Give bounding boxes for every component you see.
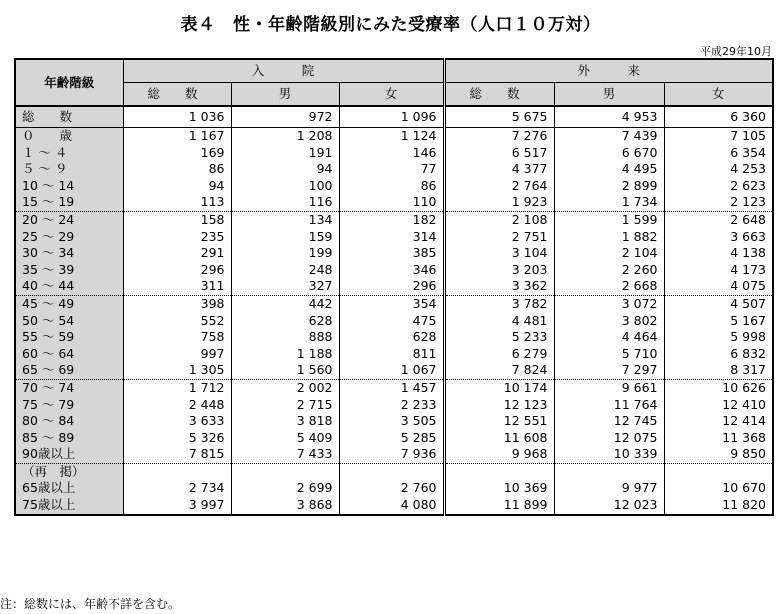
table-row xyxy=(15,145,773,162)
cell-out-female: 4 253 xyxy=(664,161,773,178)
table-row xyxy=(15,346,773,363)
cell-out-male: 6 670 xyxy=(554,145,664,162)
cell-in-female: 4 080 xyxy=(339,497,444,515)
cell-in-total: 158 xyxy=(123,211,231,228)
cell-out-female xyxy=(664,463,773,480)
cell-in-female: 1 096 xyxy=(339,106,444,128)
cell-in-male: 134 xyxy=(231,211,339,228)
table-row xyxy=(15,278,773,295)
row-label: 40 ～ 44 xyxy=(15,278,123,295)
cell-in-male: 1 560 xyxy=(231,362,339,379)
header-age-group: 年齢階級 xyxy=(15,59,123,106)
cell-out-female: 5 998 xyxy=(664,329,773,346)
row-label: 70 ～ 74 xyxy=(15,379,123,396)
cell-out-total: 3 362 xyxy=(444,278,554,295)
table-row xyxy=(15,106,773,128)
cell-out-male: 1 882 xyxy=(554,229,664,246)
cell-in-male: 159 xyxy=(231,229,339,246)
row-label: 75 ～ 79 xyxy=(15,397,123,414)
cell-out-total: 6 517 xyxy=(444,145,554,162)
cell-out-male: 4 953 xyxy=(554,106,664,128)
cell-out-male: 9 977 xyxy=(554,480,664,497)
cell-out-total: 4 481 xyxy=(444,313,554,330)
cell-out-female: 8 317 xyxy=(664,362,773,379)
cell-in-female: 385 xyxy=(339,245,444,262)
cell-out-female: 9 850 xyxy=(664,446,773,463)
header-inpatient: 入 院 xyxy=(123,59,444,83)
cell-out-total: 2 751 xyxy=(444,229,554,246)
cell-out-male: 2 260 xyxy=(554,262,664,279)
row-label: 90歳以上 xyxy=(15,446,123,463)
cell-out-total: 7 276 xyxy=(444,128,554,145)
cell-out-total: 2 764 xyxy=(444,178,554,195)
cell-in-male: 628 xyxy=(231,313,339,330)
cell-in-total xyxy=(123,463,231,480)
cell-in-male: 5 409 xyxy=(231,430,339,447)
cell-in-total: 291 xyxy=(123,245,231,262)
cell-in-female: 354 xyxy=(339,295,444,312)
cell-out-female: 6 832 xyxy=(664,346,773,363)
cell-out-male: 1 734 xyxy=(554,194,664,211)
cell-out-total xyxy=(444,463,554,480)
table-row xyxy=(15,194,773,211)
cell-in-male: 94 xyxy=(231,161,339,178)
cell-in-total: 296 xyxy=(123,262,231,279)
cell-out-female: 10 670 xyxy=(664,480,773,497)
row-label: 35 ～ 39 xyxy=(15,262,123,279)
table-row xyxy=(15,262,773,279)
cell-out-male: 1 599 xyxy=(554,211,664,228)
cell-in-female xyxy=(339,463,444,480)
header-inpatient-total: 総 数 xyxy=(123,83,231,107)
cell-in-total: 169 xyxy=(123,145,231,162)
cell-in-female: 7 936 xyxy=(339,446,444,463)
cell-in-male: 191 xyxy=(231,145,339,162)
cell-out-total: 11 608 xyxy=(444,430,554,447)
row-label: 50 ～ 54 xyxy=(15,313,123,330)
cell-in-total: 1 305 xyxy=(123,362,231,379)
cell-in-female: 5 285 xyxy=(339,430,444,447)
cell-in-male: 2 715 xyxy=(231,397,339,414)
cell-in-male: 1 188 xyxy=(231,346,339,363)
cell-in-male: 116 xyxy=(231,194,339,211)
cell-in-female: 2 233 xyxy=(339,397,444,414)
cell-in-total: 7 815 xyxy=(123,446,231,463)
cell-out-male: 12 745 xyxy=(554,413,664,430)
cell-in-female: 1 457 xyxy=(339,379,444,396)
table-row xyxy=(15,463,773,480)
row-label: 10 ～ 14 xyxy=(15,178,123,195)
cell-in-total: 552 xyxy=(123,313,231,330)
row-label: 60 ～ 64 xyxy=(15,346,123,363)
cell-in-male: 3 868 xyxy=(231,497,339,515)
cell-out-male: 3 072 xyxy=(554,295,664,312)
cell-in-male: 3 818 xyxy=(231,413,339,430)
row-label: （再 掲） xyxy=(15,463,123,480)
cell-in-total: 2 448 xyxy=(123,397,231,414)
table-body xyxy=(15,106,773,515)
cell-out-total: 6 279 xyxy=(444,346,554,363)
cell-out-male: 2 104 xyxy=(554,245,664,262)
table-row xyxy=(15,161,773,178)
cell-in-total: 311 xyxy=(123,278,231,295)
cell-out-female: 4 507 xyxy=(664,295,773,312)
cell-out-male: 4 464 xyxy=(554,329,664,346)
cell-in-male: 888 xyxy=(231,329,339,346)
survey-date: 平成29年10月 xyxy=(700,45,772,58)
cell-in-male: 100 xyxy=(231,178,339,195)
table-row xyxy=(15,245,773,262)
row-label: 75歳以上 xyxy=(15,497,123,515)
table-row xyxy=(15,295,773,312)
cell-out-male: 11 764 xyxy=(554,397,664,414)
cell-in-female: 1 067 xyxy=(339,362,444,379)
header-outpatient-female: 女 xyxy=(664,83,773,107)
cell-in-male: 7 433 xyxy=(231,446,339,463)
cell-out-female: 4 138 xyxy=(664,245,773,262)
cell-in-total: 1 712 xyxy=(123,379,231,396)
table-row xyxy=(15,313,773,330)
cell-out-total: 5 233 xyxy=(444,329,554,346)
header-inpatient-male: 男 xyxy=(231,83,339,107)
cell-in-total: 1 167 xyxy=(123,128,231,145)
cell-out-male: 2 668 xyxy=(554,278,664,295)
row-label: １ ～ ４ xyxy=(15,145,123,162)
cell-out-female: 11 820 xyxy=(664,497,773,515)
cell-out-female: 2 648 xyxy=(664,211,773,228)
cell-out-total: 10 174 xyxy=(444,379,554,396)
cell-out-male: 7 439 xyxy=(554,128,664,145)
cell-in-total: 758 xyxy=(123,329,231,346)
cell-out-total: 4 377 xyxy=(444,161,554,178)
row-label: 65 ～ 69 xyxy=(15,362,123,379)
cell-in-female: 86 xyxy=(339,178,444,195)
row-label: 80 ～ 84 xyxy=(15,413,123,430)
cell-in-female: 2 760 xyxy=(339,480,444,497)
cell-in-female: 314 xyxy=(339,229,444,246)
cell-in-male: 199 xyxy=(231,245,339,262)
cell-in-female: 1 124 xyxy=(339,128,444,145)
table-row xyxy=(15,329,773,346)
cell-in-total: 1 036 xyxy=(123,106,231,128)
row-label: 85 ～ 89 xyxy=(15,430,123,447)
cell-out-total: 1 923 xyxy=(444,194,554,211)
cell-out-female: 3 663 xyxy=(664,229,773,246)
cell-out-total: 12 551 xyxy=(444,413,554,430)
cell-out-total: 7 824 xyxy=(444,362,554,379)
row-label: 25 ～ 29 xyxy=(15,229,123,246)
row-label: 総 数 xyxy=(15,106,123,128)
cell-out-female: 10 626 xyxy=(664,379,773,396)
table-row xyxy=(15,379,773,396)
cell-out-female: 7 105 xyxy=(664,128,773,145)
table-row xyxy=(15,497,773,515)
cell-out-female: 11 368 xyxy=(664,430,773,447)
header-inpatient-female: 女 xyxy=(339,83,444,107)
cell-out-male xyxy=(554,463,664,480)
cell-out-male: 10 339 xyxy=(554,446,664,463)
table-row xyxy=(15,446,773,463)
cell-in-total: 398 xyxy=(123,295,231,312)
cell-out-total: 3 104 xyxy=(444,245,554,262)
cell-in-total: 3 633 xyxy=(123,413,231,430)
cell-out-total: 2 108 xyxy=(444,211,554,228)
table-row xyxy=(15,211,773,228)
cell-in-male: 1 208 xyxy=(231,128,339,145)
cell-out-male: 2 899 xyxy=(554,178,664,195)
cell-in-male: 2 002 xyxy=(231,379,339,396)
cell-in-total: 86 xyxy=(123,161,231,178)
cell-out-female: 4 173 xyxy=(664,262,773,279)
cell-out-female: 2 623 xyxy=(664,178,773,195)
cell-in-total: 94 xyxy=(123,178,231,195)
table-row xyxy=(15,397,773,414)
cell-in-female: 182 xyxy=(339,211,444,228)
cell-in-female: 475 xyxy=(339,313,444,330)
cell-out-female: 12 414 xyxy=(664,413,773,430)
footnote: 注：総数には、年齢不詳を含む。 xyxy=(0,597,181,611)
cell-in-male: 442 xyxy=(231,295,339,312)
cell-out-female: 12 410 xyxy=(664,397,773,414)
cell-in-male: 248 xyxy=(231,262,339,279)
cell-in-female: 146 xyxy=(339,145,444,162)
row-label: 15 ～ 19 xyxy=(15,194,123,211)
row-label: ５ ～ ９ xyxy=(15,161,123,178)
row-label: 30 ～ 34 xyxy=(15,245,123,262)
cell-out-male: 9 661 xyxy=(554,379,664,396)
cell-out-female: 4 075 xyxy=(664,278,773,295)
row-label: 65歳以上 xyxy=(15,480,123,497)
cell-in-female: 628 xyxy=(339,329,444,346)
table-row xyxy=(15,362,773,379)
table-row xyxy=(15,229,773,246)
cell-in-female: 110 xyxy=(339,194,444,211)
cell-out-male: 4 495 xyxy=(554,161,664,178)
cell-out-total: 3 203 xyxy=(444,262,554,279)
header-outpatient: 外 来 xyxy=(444,59,773,83)
cell-in-male: 327 xyxy=(231,278,339,295)
table-row xyxy=(15,413,773,430)
cell-in-female: 77 xyxy=(339,161,444,178)
cell-out-male: 3 802 xyxy=(554,313,664,330)
table-title: 表４ 性・年齢階級別にみた受療率（人口１０万対） xyxy=(180,15,601,35)
cell-in-male: 2 699 xyxy=(231,480,339,497)
row-label: 55 ～ 59 xyxy=(15,329,123,346)
cell-out-total: 3 782 xyxy=(444,295,554,312)
cell-out-male: 5 710 xyxy=(554,346,664,363)
table-row xyxy=(15,178,773,195)
header-outpatient-male: 男 xyxy=(554,83,664,107)
table-row xyxy=(15,128,773,145)
cell-out-total: 9 968 xyxy=(444,446,554,463)
cell-in-total: 113 xyxy=(123,194,231,211)
cell-out-female: 2 123 xyxy=(664,194,773,211)
cell-out-female: 5 167 xyxy=(664,313,773,330)
cell-out-male: 7 297 xyxy=(554,362,664,379)
consultation-rate-table xyxy=(14,58,774,516)
cell-in-total: 3 997 xyxy=(123,497,231,515)
cell-in-female: 296 xyxy=(339,278,444,295)
cell-in-female: 3 505 xyxy=(339,413,444,430)
cell-out-total: 5 675 xyxy=(444,106,554,128)
cell-in-total: 2 734 xyxy=(123,480,231,497)
cell-in-male xyxy=(231,463,339,480)
row-label: 20 ～ 24 xyxy=(15,211,123,228)
cell-in-male: 972 xyxy=(231,106,339,128)
table-row xyxy=(15,480,773,497)
table-row xyxy=(15,430,773,447)
cell-out-total: 10 369 xyxy=(444,480,554,497)
cell-out-male: 12 075 xyxy=(554,430,664,447)
cell-out-male: 12 023 xyxy=(554,497,664,515)
cell-in-total: 235 xyxy=(123,229,231,246)
cell-out-female: 6 360 xyxy=(664,106,773,128)
header-outpatient-total: 総 数 xyxy=(444,83,554,107)
cell-in-female: 346 xyxy=(339,262,444,279)
row-label: ０ 歳 xyxy=(15,128,123,145)
cell-in-total: 5 326 xyxy=(123,430,231,447)
cell-in-female: 811 xyxy=(339,346,444,363)
cell-out-total: 12 123 xyxy=(444,397,554,414)
cell-in-total: 997 xyxy=(123,346,231,363)
cell-out-female: 6 354 xyxy=(664,145,773,162)
row-label: 45 ～ 49 xyxy=(15,295,123,312)
cell-out-total: 11 899 xyxy=(444,497,554,515)
